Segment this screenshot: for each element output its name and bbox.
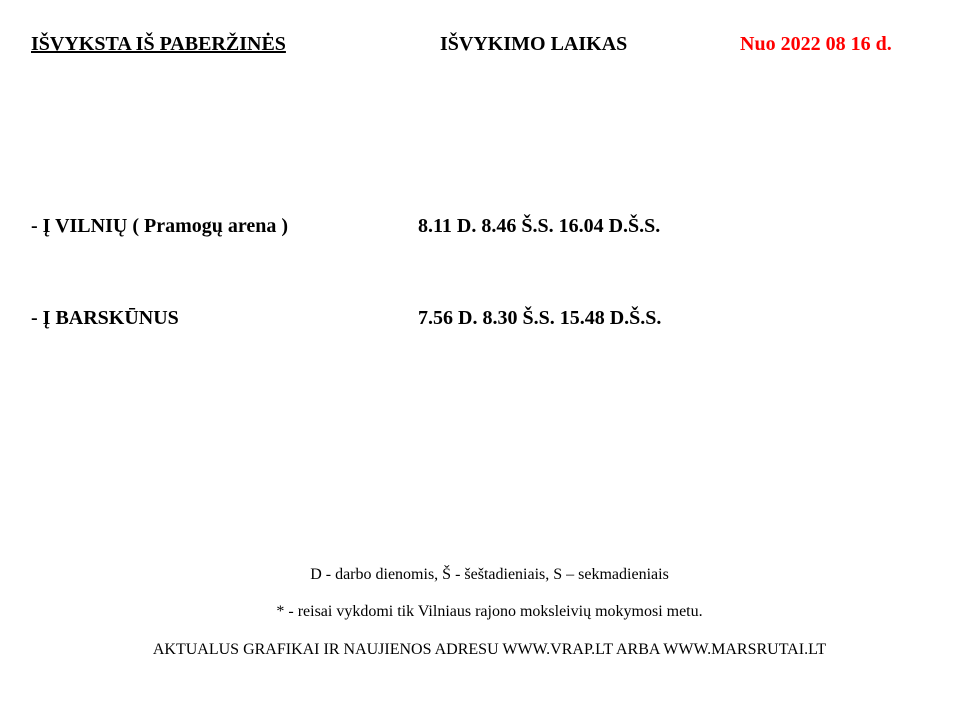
route-destination: - Į BARSKŪNUS (31, 307, 179, 329)
route-destination: - Į VILNIŲ ( Pramogų arena ) (31, 215, 289, 237)
valid-from-date: Nuo 2022 08 16 d. (740, 33, 892, 55)
legend-note: D - darbo dienomis, Š - šeštadieniais, S – sekmadieniais (310, 566, 669, 583)
route-departure-times: 7.56 D. 8.30 Š.S. 15.48 D.Š.S. (418, 307, 662, 329)
departure-time-heading: IŠVYKIMO LAIKAS (440, 33, 628, 55)
info-websites-note: AKTUALUS GRAFIKAI IR NAUJIENOS ADRESU WWW.VRAP.LT ARBA WWW.MARSRUTAI.LT (152, 641, 827, 658)
departure-from-title: IŠVYKSTA IŠ PABERŽINĖS (31, 33, 286, 55)
route-departure-times: 8.11 D. 8.46 Š.S. 16.04 D.Š.S. (418, 215, 661, 237)
asterisk-note: * - reisai vykdomi tik Vilniaus rajono moksleivių mokymosi metu. (276, 603, 703, 620)
